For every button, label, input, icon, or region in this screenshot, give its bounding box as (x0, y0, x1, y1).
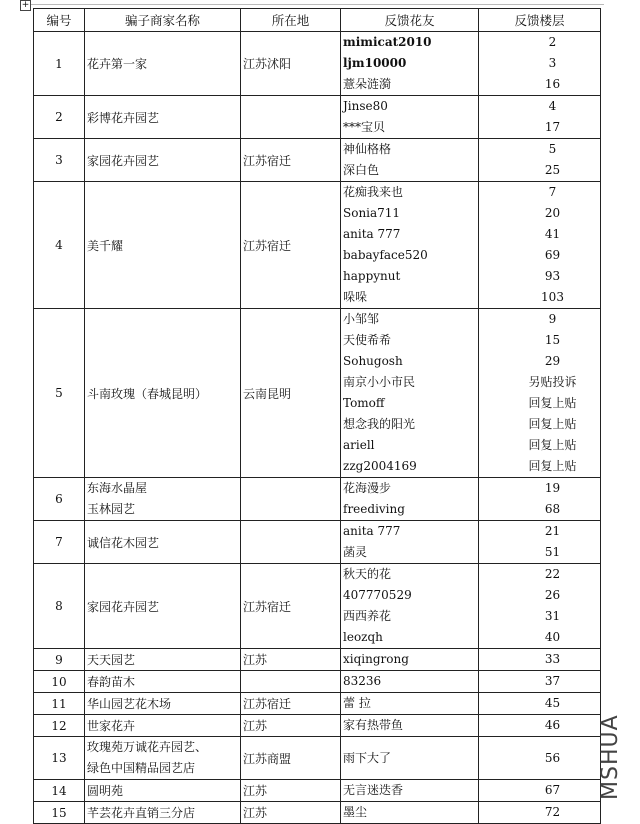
table-row (34, 32, 601, 96)
reporting-users (341, 478, 479, 521)
row-id (34, 32, 85, 96)
table-row (34, 671, 601, 693)
merchant-location (241, 715, 341, 737)
reporting-user: 花海漫步 (343, 481, 392, 495)
reporting-user: ljm10000 (343, 56, 407, 70)
location-text: 江苏宿迁 (243, 153, 292, 168)
watermark: MSHUA (598, 714, 623, 800)
header-id: 编号 (34, 9, 85, 32)
merchant-location (241, 737, 341, 780)
reporting-user: 83236 (343, 674, 382, 688)
location-text: 江苏 (243, 653, 268, 667)
reporting-user: ***宝贝 (343, 120, 386, 134)
location-text: 云南昆明 (243, 386, 292, 401)
reporting-user: Sohugosh (343, 354, 403, 368)
reporting-users (341, 32, 479, 96)
report-floor: 15 (544, 333, 561, 347)
merchant-name (85, 737, 241, 780)
row-id-text: 12 (51, 718, 67, 733)
table-row (34, 693, 601, 715)
reporting-users (341, 182, 479, 309)
report-floor: 26 (544, 588, 561, 602)
table-row (34, 478, 601, 521)
merchant-name (85, 649, 241, 671)
row-id-text: 5 (55, 386, 63, 400)
merchant-location (241, 309, 341, 478)
reporting-user: ariell (343, 438, 375, 452)
merchant-location (241, 478, 341, 521)
table-header-row (34, 9, 601, 32)
row-id (34, 780, 85, 802)
report-floors (479, 32, 601, 96)
row-id (34, 96, 85, 139)
reporting-user: mimicat2010 (343, 35, 432, 49)
report-floor: 5 (548, 142, 557, 156)
reporting-user: 薏朵涟漪 (343, 77, 392, 91)
reporting-users (341, 139, 479, 182)
reporting-user: 菡灵 (343, 545, 368, 559)
merchant-name-line: 芊芸花卉直销三分店 (87, 806, 196, 820)
row-id (34, 478, 85, 521)
report-floor: 9 (548, 312, 557, 326)
reporting-user: freediving (343, 502, 405, 516)
location-text: 江苏沭阳 (243, 57, 292, 71)
report-floor: 19 (544, 481, 561, 495)
row-id (34, 564, 85, 649)
reporting-user: 墨尘 (343, 805, 368, 819)
merchant-name-line: 玉林园艺 (87, 502, 136, 516)
reporting-users (341, 521, 479, 564)
reporting-user: 家有热带鱼 (343, 718, 404, 732)
reporting-user: 秋天的花 (343, 567, 392, 581)
report-floors (479, 139, 601, 182)
reporting-user: 西西养花 (343, 609, 392, 623)
row-id (34, 715, 85, 737)
merchant-name (85, 671, 241, 693)
reporting-users (341, 96, 479, 139)
merchant-location (241, 780, 341, 802)
report-floors (479, 521, 601, 564)
row-id (34, 309, 85, 478)
reporting-users (341, 802, 479, 824)
reporting-users (341, 715, 479, 737)
merchant-name-line: 绿色中国精品园艺店 (87, 761, 196, 775)
report-floor: 20 (544, 206, 561, 220)
row-id (34, 737, 85, 780)
merchant-location (241, 693, 341, 715)
merchant-name-line: 斗南玫瑰（春城昆明） (87, 386, 208, 401)
merchant-location (241, 32, 341, 96)
location-text: 江苏 (243, 806, 268, 820)
report-floor: 回复上贴 (528, 438, 577, 452)
merchant-name-line: 东海水晶屋 (87, 481, 148, 495)
header-users: 反馈花友 (341, 9, 479, 32)
report-floors (479, 182, 601, 309)
report-floor: 3 (548, 56, 557, 70)
reporting-user: happynut (343, 269, 401, 283)
merchant-name (85, 715, 241, 737)
table-row (34, 802, 601, 824)
fraud-merchant-table (33, 8, 601, 824)
merchant-name-line: 花卉第一家 (87, 57, 148, 71)
reporting-users (341, 649, 479, 671)
header-merchant: 骗子商家名称 (85, 9, 241, 32)
table-row (34, 96, 601, 139)
row-id-text: 3 (55, 153, 63, 167)
report-floor: 69 (544, 248, 561, 262)
row-id-text: 13 (51, 751, 67, 765)
report-floor: 29 (544, 354, 561, 368)
reporting-user: xiqingrong (343, 652, 409, 666)
row-id (34, 139, 85, 182)
report-floor: 16 (544, 77, 561, 91)
merchant-name (85, 96, 241, 139)
merchant-name (85, 309, 241, 478)
merchant-name (85, 182, 241, 309)
report-floor: 51 (544, 545, 561, 559)
merchant-name-line: 家园花卉园艺 (87, 599, 160, 614)
report-floors (479, 671, 601, 693)
merchant-name-line: 天天园艺 (87, 653, 136, 667)
report-floor: 22 (544, 567, 561, 581)
merchant-location (241, 521, 341, 564)
reporting-user: 南京小小市民 (343, 375, 416, 389)
reporting-users (341, 564, 479, 649)
row-id-text: 1 (55, 56, 63, 71)
reporting-user: 神仙格格 (343, 142, 392, 156)
location-text: 江苏 (243, 719, 268, 733)
reporting-user: 想念我的阳光 (343, 417, 416, 431)
header-location: 所在地 (241, 9, 341, 32)
merchant-location (241, 139, 341, 182)
reporting-users (341, 780, 479, 802)
report-floor: 68 (544, 502, 561, 516)
report-floor: 回复上贴 (528, 417, 577, 431)
row-id-text: 11 (51, 696, 67, 711)
report-floor: 40 (544, 630, 561, 644)
row-id (34, 521, 85, 564)
page-margin-line (29, 4, 604, 5)
row-id-text: 15 (51, 805, 67, 820)
report-floor: 7 (548, 185, 557, 199)
merchant-location (241, 671, 341, 693)
row-id-text: 8 (55, 599, 63, 613)
report-floor: 33 (544, 652, 561, 666)
reporting-user: 哚哚 (343, 290, 368, 304)
report-floor: 67 (544, 783, 561, 797)
merchant-name (85, 521, 241, 564)
reporting-user: 花痴我来也 (343, 185, 404, 199)
merchant-name (85, 693, 241, 715)
report-floor: 21 (544, 524, 561, 538)
reporting-user: 深白色 (343, 163, 380, 177)
reporting-user: 无言迷迭香 (343, 783, 404, 797)
reporting-users (341, 737, 479, 780)
report-floors (479, 564, 601, 649)
report-floor: 17 (544, 120, 561, 134)
report-floor: 41 (544, 227, 561, 241)
merchant-name (85, 802, 241, 824)
merchant-location (241, 96, 341, 139)
merchant-name-line: 春韵苗木 (87, 675, 136, 689)
table-row (34, 309, 601, 478)
reporting-user: 蕾 拉 (343, 696, 371, 710)
merchant-name (85, 564, 241, 649)
report-floor: 25 (544, 163, 561, 177)
report-floor: 回复上贴 (528, 396, 577, 410)
merchant-name-line: 诚信花木园艺 (87, 535, 160, 550)
reporting-user: Jinse80 (343, 99, 388, 113)
table-row (34, 139, 601, 182)
merchant-name-line: 家园花卉园艺 (87, 153, 160, 168)
table-row (34, 564, 601, 649)
row-id (34, 802, 85, 824)
merchant-name (85, 478, 241, 521)
report-floor: 93 (544, 269, 561, 283)
reporting-users (341, 671, 479, 693)
merchant-location (241, 564, 341, 649)
report-floor: 4 (548, 99, 557, 113)
table-row (34, 737, 601, 780)
row-id (34, 693, 85, 715)
report-floor: 37 (544, 674, 561, 688)
location-text: 江苏商盟 (243, 751, 292, 766)
report-floor: 2 (548, 35, 557, 49)
location-text: 江苏宿迁 (243, 599, 292, 614)
reporting-user: leozqh (343, 630, 383, 644)
reporting-users (341, 693, 479, 715)
report-floor: 56 (544, 750, 561, 765)
table-row (34, 521, 601, 564)
reporting-user: 天使希希 (343, 333, 392, 347)
table-row (34, 649, 601, 671)
merchant-name-line: 圆明苑 (87, 784, 124, 798)
row-id-text: 9 (55, 652, 63, 667)
report-floor: 31 (544, 609, 561, 623)
location-text: 江苏 (243, 784, 268, 798)
reporting-user: 407770529 (343, 588, 412, 602)
reporting-user: 雨下大了 (343, 750, 392, 765)
report-floors (479, 649, 601, 671)
merchant-name (85, 32, 241, 96)
table-move-handle-icon[interactable]: + (21, 0, 30, 10)
row-id (34, 182, 85, 309)
merchant-name-line: 世家花卉 (87, 719, 136, 733)
report-floors (479, 478, 601, 521)
row-id-text: 4 (55, 238, 63, 252)
merchant-name-line: 玫瑰苑万诚花卉园艺、 (87, 740, 208, 754)
merchant-name-line: 彩博花卉园艺 (87, 110, 160, 125)
reporting-user: Tomoff (343, 396, 385, 410)
report-floor: 45 (544, 696, 561, 710)
merchant-name (85, 780, 241, 802)
reporting-user: anita 777 (343, 227, 401, 241)
report-floors (479, 780, 601, 802)
reporting-user: zzg2004169 (343, 459, 417, 473)
row-id-text: 7 (55, 535, 63, 549)
report-floors (479, 802, 601, 824)
row-id-text: 14 (51, 783, 67, 798)
merchant-name-line: 美千耀 (87, 238, 124, 253)
report-floors (479, 693, 601, 715)
row-id (34, 649, 85, 671)
report-floor: 另贴投诉 (528, 375, 577, 389)
merchant-name-line: 华山园艺花木场 (87, 697, 172, 711)
report-floors (479, 737, 601, 780)
report-floor: 103 (541, 290, 564, 304)
row-id (34, 671, 85, 693)
location-text: 江苏宿迁 (243, 697, 292, 711)
report-floors (479, 309, 601, 478)
report-floor: 回复上贴 (528, 459, 577, 473)
location-text: 江苏宿迁 (243, 238, 292, 253)
table-row (34, 715, 601, 737)
report-floor: 72 (544, 805, 561, 819)
merchant-name (85, 139, 241, 182)
report-floor: 46 (544, 718, 561, 732)
row-id-text: 2 (55, 110, 63, 124)
merchant-location (241, 802, 341, 824)
merchant-location (241, 649, 341, 671)
reporting-user: anita 777 (343, 524, 401, 538)
reporting-users (341, 309, 479, 478)
header-floors: 反馈楼层 (479, 9, 601, 32)
reporting-user: Sonia711 (343, 206, 401, 220)
merchant-location (241, 182, 341, 309)
report-floors (479, 715, 601, 737)
reporting-user: babayface520 (343, 248, 428, 262)
row-id-text: 10 (51, 674, 67, 689)
report-floors (479, 96, 601, 139)
table-row (34, 182, 601, 309)
table-row (34, 780, 601, 802)
reporting-user: 小邹邹 (343, 312, 380, 326)
row-id-text: 6 (55, 492, 63, 506)
